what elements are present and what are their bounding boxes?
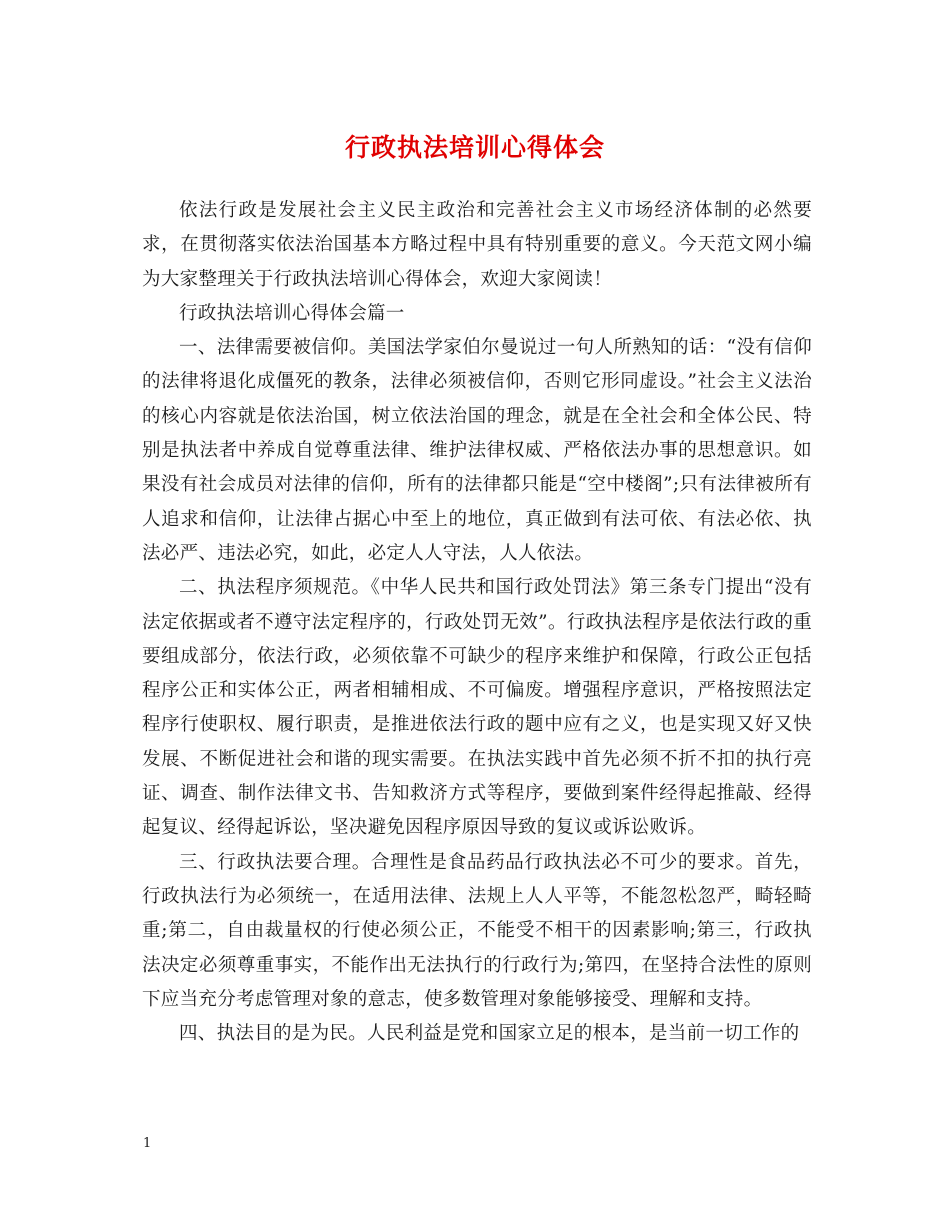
paragraph-point-2: 二、执法程序须规范。《中华人民共和国行政处罚法》第三条专门提出“没有法定依据或者不遵守法定程序的，行政处罚无效”。行政执法程序是依法行政的重要组成部分，依法行政，必须依靠不可缺少的程序来维护和保障，行政公正包括程序公正和实体公正，两者相辅相成、不可偏废。增强程序意识，严格按照法定程序行使职权、履行职责，是推进依法行政的题中应有之义，也是实现又好又快发展、不断促进社会和谐的现实需要。在执法实践中首先必须不折不扣的执行亮证、调查、制作法律文书、告知救济方式等程序，要做到案件经得起推敲、经得起复议、经得起诉讼，坚决避免因程序原因导致的复议或诉讼败诉。 <box>142 577 812 839</box>
document-body <box>142 194 812 1051</box>
page-number: 1 <box>143 1136 152 1151</box>
paragraph-point-4: 四、执法目的是为民。人民利益是党和国家立足的根本，是当前一切工作的 <box>179 1023 800 1045</box>
document-title: 行政执法培训心得体会 <box>344 133 605 162</box>
section-heading: 行政执法培训心得体会篇一 <box>179 302 405 324</box>
intro-paragraph: 依法行政是发展社会主义民主政治和完善社会主义市场经济体制的必然要求，在贯彻落实依法治国基本方略过程中具有特别重要的意义。今天范文网小编为大家整理关于行政执法培训心得体会，欢迎大家阅读！ <box>142 200 812 290</box>
paragraph-point-1: 一、法律需要被信仰。美国法学家伯尔曼说过一句人所熟知的话：“没有信仰的法律将退化成僵死的教条，法律必须被信仰，否则它形同虚设。”社会主义法治的核心内容就是依法治国，树立依法治国的理念，就是在全社会和全体公民、特别是执法者中养成自觉尊重法律、维护法律权威、严格依法办事的思想意识。如果没有社会成员对法律的信仰，所有的法律都只能是“空中楼阁”;只有法律被所有人追求和信仰，让法律占据心中至上的地位，真正做到有法可依、有法必依、执法必严、违法必究，如此，必定人人守法，人人依法。 <box>142 337 812 564</box>
paragraph-point-3: 三、行政执法要合理。合理性是食品药品行政执法必不可少的要求。首先，行政执法行为必须统一，在适用法律、法规上人人平等，不能忽松忽严，畸轻畸重;第二，自由裁量权的行使必须公正，不能受不相干的因素影响;第三，行政执法决定必须尊重事实，不能作出无法执行的行政行为;第四，在坚持合法性的原则下应当充分考虑管理对象的意志，使多数管理对象能够接受、理解和支持。 <box>142 851 812 1010</box>
